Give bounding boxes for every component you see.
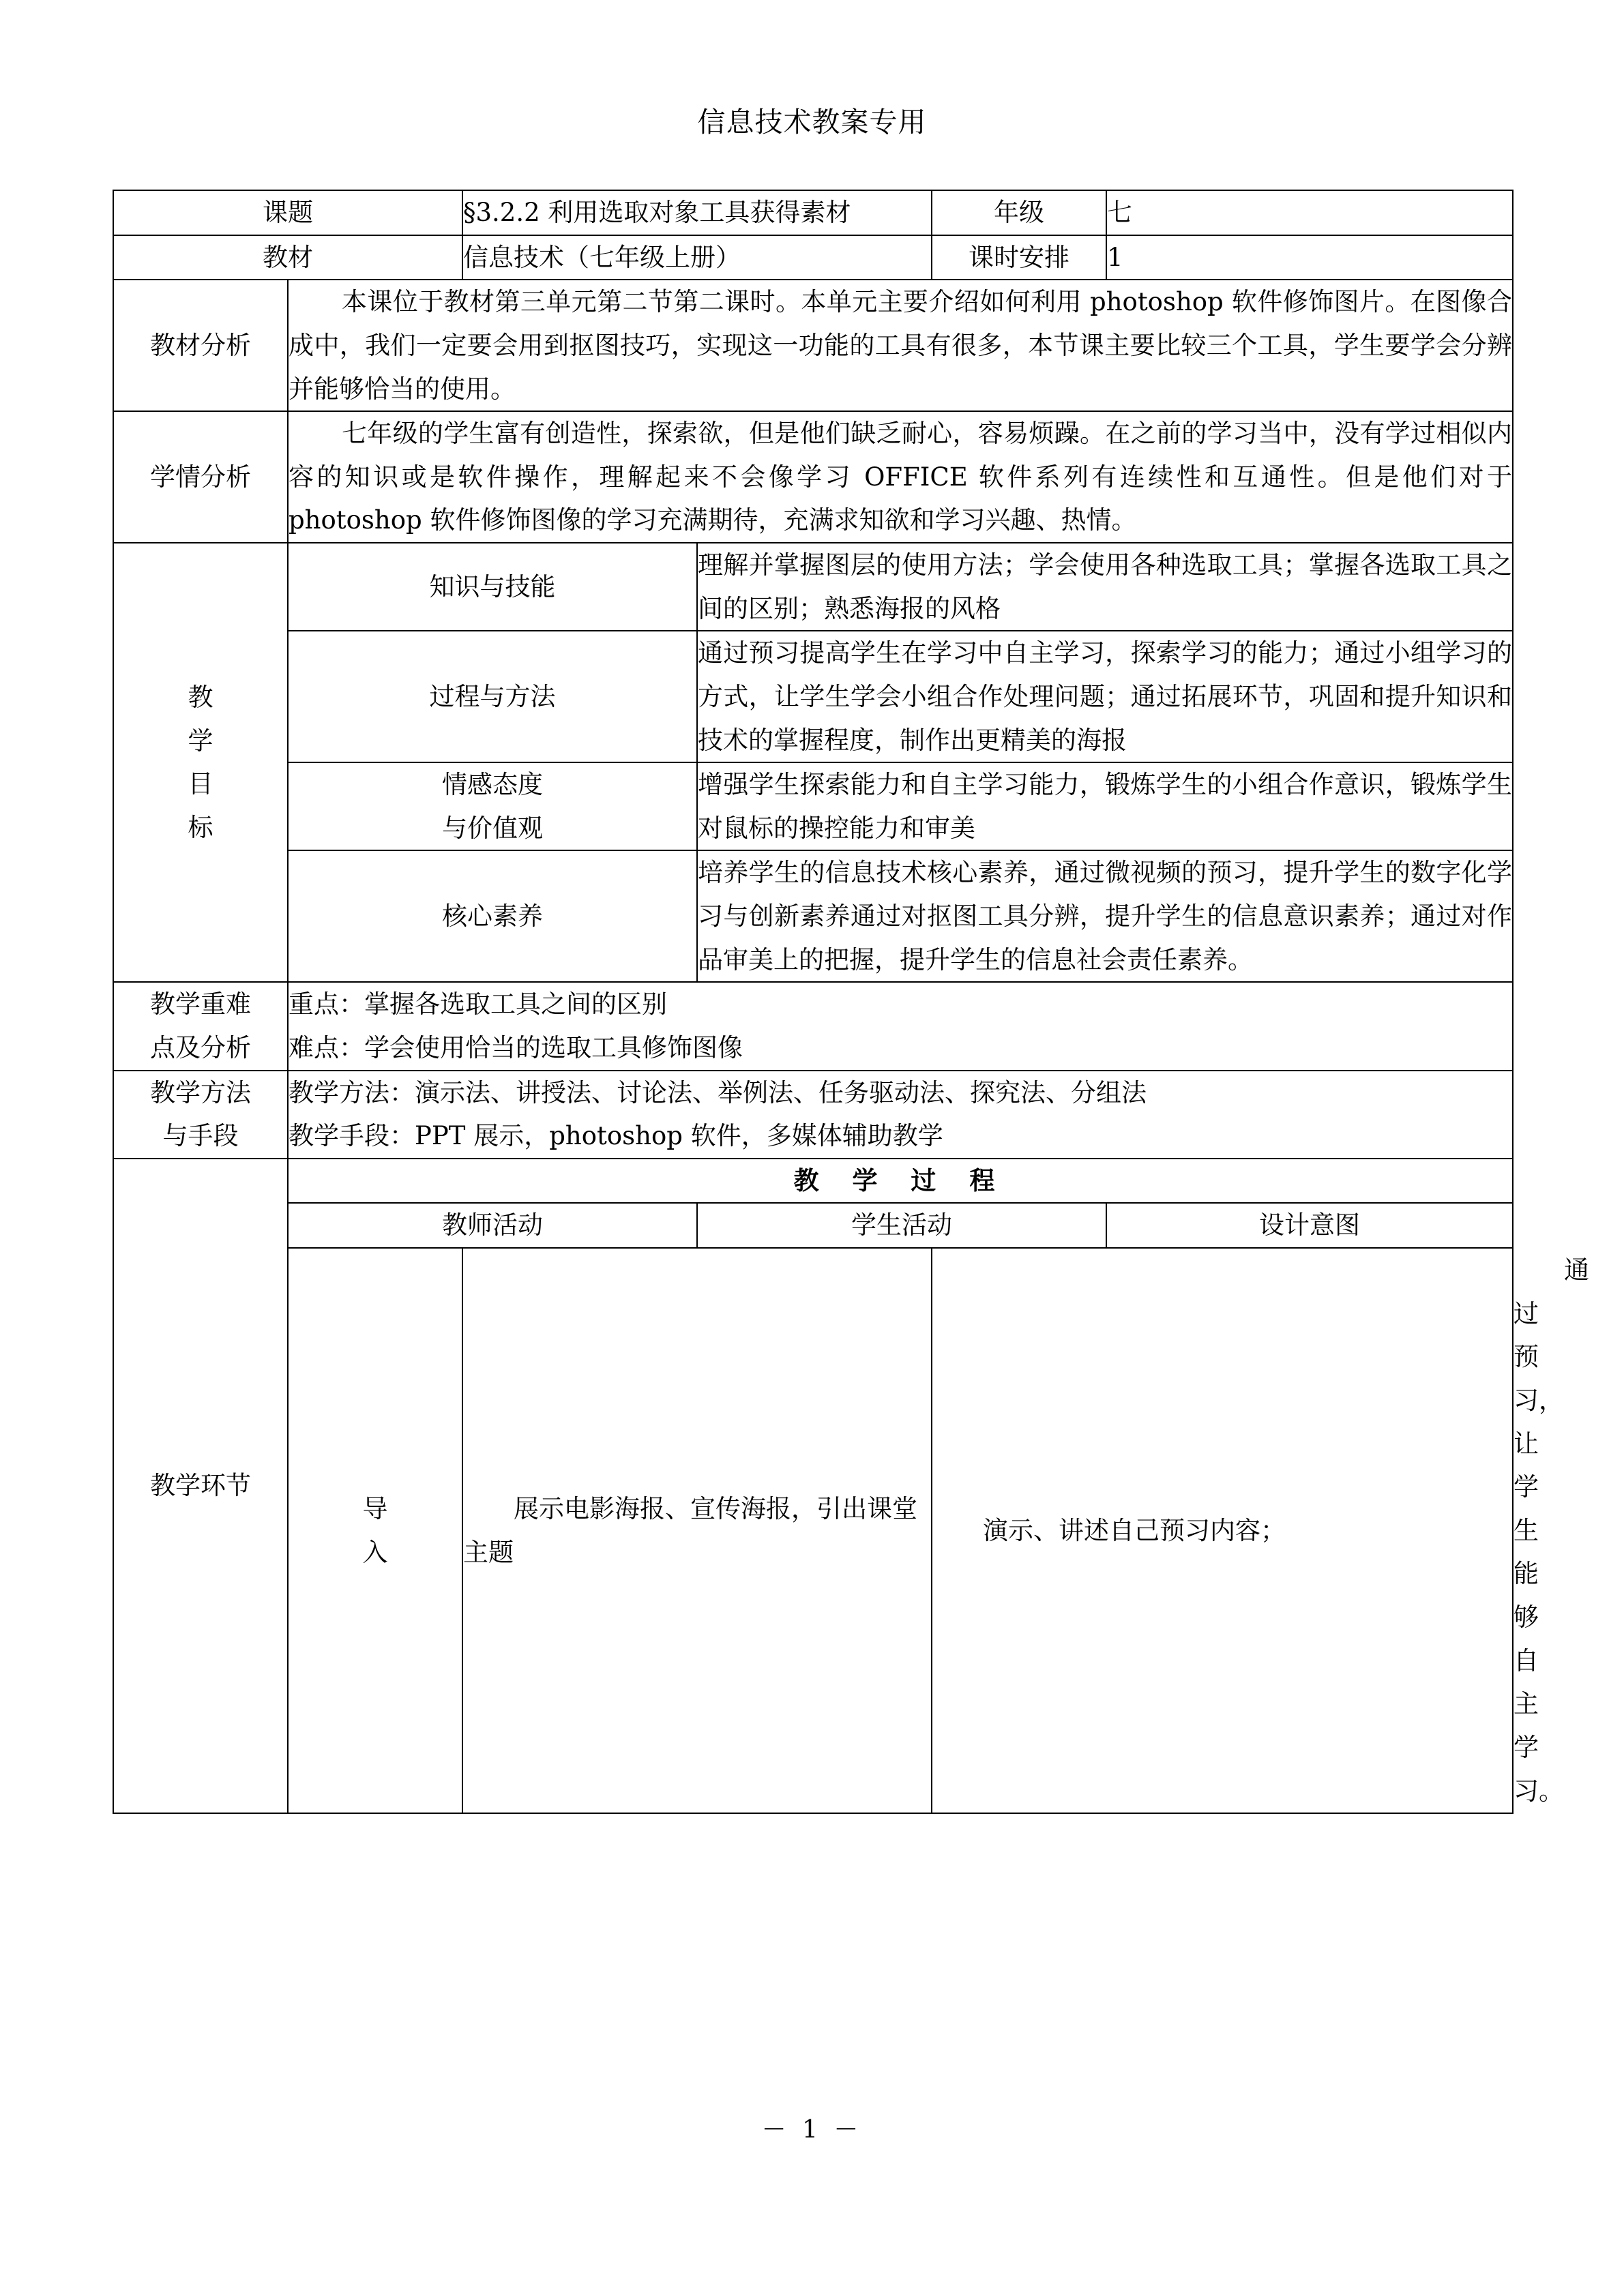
column-header-student: 学生活动 xyxy=(697,1203,1106,1248)
page-title: 信息技术教案专用 xyxy=(697,106,927,138)
table-row-process-title xyxy=(113,1159,1513,1204)
table-row-student-analysis xyxy=(113,411,1513,543)
table-row-objective-attitude xyxy=(113,762,1513,850)
table-row-objective-process xyxy=(113,631,1513,762)
objective-literacy-text: 培养学生的信息技术核心素养，通过微视频的预习，提升学生的数字化学习与创新素养通过对抠图工具分辨，提升学生的信息意识素养；通过对作品审美上的把握，提升学生的信息社会责任素养。 xyxy=(697,850,1513,982)
objectives-label-char: 目 xyxy=(188,769,213,799)
table-row-objective-knowledge xyxy=(113,543,1513,631)
daoru-student-activity: 演示、讲述自己预习内容； xyxy=(932,1248,1513,1813)
table-row-process-columns xyxy=(113,1203,1513,1248)
stage-daoru-char: 导 xyxy=(362,1493,388,1523)
table-row-textbook xyxy=(113,235,1513,280)
process-stage-label: 教学环节 xyxy=(113,1159,288,1813)
material-analysis-label: 教材分析 xyxy=(113,280,288,411)
methods-text xyxy=(288,1071,1513,1159)
student-analysis-label: 学情分析 xyxy=(113,411,288,543)
objectives-label xyxy=(113,543,288,982)
key-points-line1: 重点：掌握各选取工具之间的区别 xyxy=(289,989,667,1019)
process-heading: 教 学 过 程 xyxy=(288,1159,1513,1204)
grade-label: 年级 xyxy=(932,190,1106,235)
objective-literacy-label: 核心素养 xyxy=(288,850,697,982)
periods-value: 1 xyxy=(1106,235,1513,280)
methods-label-line2: 与手段 xyxy=(162,1121,239,1151)
methods-label xyxy=(113,1071,288,1159)
objectives-label-char: 教 xyxy=(188,682,213,712)
objective-attitude-label-line2: 与价值观 xyxy=(442,813,543,843)
material-analysis-text: 本课位于教材第三单元第二节第二课时。本单元主要介绍如何利用 photoshop 软件修饰图片。在图像合成中，我们一定要会用到抠图技巧，实现这一功能的工具有很多，本节课主要比较三个工具，学生要学会分辨并能够恰当的使用。 xyxy=(288,280,1513,411)
key-points-label-line1: 教学重难 xyxy=(150,989,251,1019)
objective-knowledge-label: 知识与技能 xyxy=(288,543,697,631)
column-header-intent: 设计意图 xyxy=(1106,1203,1513,1248)
methods-line2: 教学手段：PPT 展示，photoshop 软件，多媒体辅助教学 xyxy=(289,1121,943,1151)
key-points-text xyxy=(288,982,1513,1070)
objective-knowledge-text: 理解并掌握图层的使用方法；学会使用各种选取工具；掌握各选取工具之间的区别；熟悉海报的风格 xyxy=(697,543,1513,631)
column-header-teacher: 教师活动 xyxy=(288,1203,697,1248)
textbook-label: 教材 xyxy=(113,235,462,280)
daoru-teacher-activity: 展示电影海报、宣传海报，引出课堂主题 xyxy=(462,1248,932,1813)
methods-line1: 教学方法：演示法、讲授法、讨论法、举例法、任务驱动法、探究法、分组法 xyxy=(289,1077,1147,1107)
periods-label: 课时安排 xyxy=(932,235,1106,280)
table-row-methods xyxy=(113,1071,1513,1159)
key-points-line2: 难点：学会使用恰当的选取工具修饰图像 xyxy=(289,1032,743,1062)
student-analysis-text: 七年级的学生富有创造性，探索欲，但是他们缺乏耐心，容易烦躁。在之前的学习当中，没有学过相似内容的知识或是软件操作，理解起来不会像学习 OFFICE 软件系列有连续性和互通性。但是他们对于 photoshop 软件修饰图像的学习充满期待，充满求知欲和学习兴趣、热情。 xyxy=(288,411,1513,543)
methods-label-line1: 教学方法 xyxy=(150,1077,251,1107)
objective-process-label: 过程与方法 xyxy=(288,631,697,762)
topic-label: 课题 xyxy=(113,190,462,235)
table-row-process-daoru: 导 入 展示电影海报、宣传海报，引出课堂主题 演示、讲述自己预习内容； 通过预习，让学生能够自主学习。 xyxy=(113,1248,1513,1813)
table-row-material-analysis xyxy=(113,280,1513,411)
objectives-label-char: 学 xyxy=(188,726,213,756)
objective-attitude-label xyxy=(288,762,697,850)
table-row-objective-literacy xyxy=(113,850,1513,982)
topic-value: §3.2.2 利用选取对象工具获得素材 xyxy=(462,190,932,235)
textbook-value: 信息技术（七年级上册） xyxy=(462,235,932,280)
objectives-label-char: 标 xyxy=(188,812,213,842)
stage-daoru-char: 入 xyxy=(362,1537,388,1567)
table-row-topic xyxy=(113,190,1513,235)
objective-process-text: 通过预习提高学生在学习中自主学习，探索学习的能力；通过小组学习的方式，让学生学会小组合作处理问题；通过拓展环节，巩固和提升知识和技术的掌握程度，制作出更精美的海报 xyxy=(697,631,1513,762)
key-points-label-line2: 点及分析 xyxy=(150,1032,251,1062)
table-row-key-points xyxy=(113,982,1513,1070)
objective-attitude-label-line1: 情感态度 xyxy=(442,770,543,800)
lesson-plan-table xyxy=(113,190,1589,1814)
grade-value: 七 xyxy=(1106,190,1513,235)
page-number: － 1 － xyxy=(761,2116,863,2144)
key-points-label xyxy=(113,982,288,1070)
objective-attitude-text: 增强学生探索能力和自主学习能力，锻炼学生的小组合作意识，锻炼学生对鼠标的操控能力和审美 xyxy=(697,762,1513,850)
stage-daoru-label xyxy=(288,1248,462,1813)
